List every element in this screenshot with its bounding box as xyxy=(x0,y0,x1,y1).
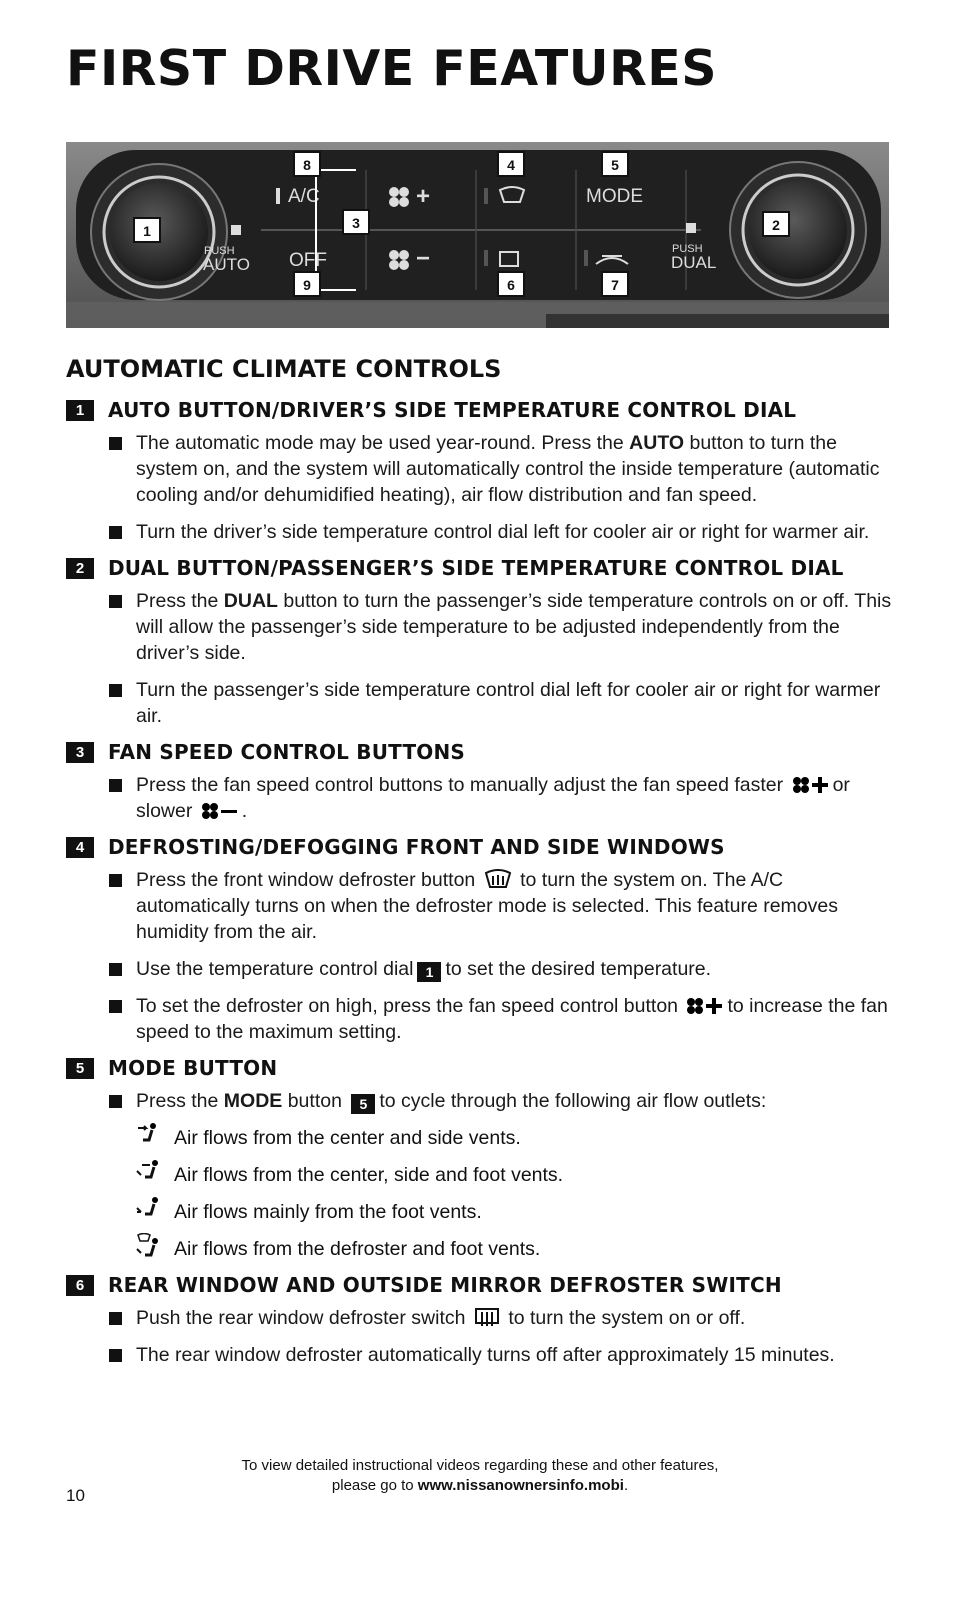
callout-1: 1 xyxy=(143,223,151,239)
section-4 xyxy=(66,835,896,1045)
bullet-item: Press the front window defroster button to turn the system on. The A/C automatically turns on when the defroster mode is selected. This feature removes humidity from the air. xyxy=(66,867,896,945)
callout-5: 5 xyxy=(611,157,619,173)
fan-minus-sign: − xyxy=(416,245,431,272)
section-number: 3 xyxy=(66,742,94,763)
callout-6: 6 xyxy=(507,277,515,293)
bullet-item: The rear window defroster automatically turns off after approximately 15 minutes. xyxy=(66,1342,896,1368)
footer-note: To view detailed instructional videos regarding these and other features, please go to www.nissanownersinfo.mobi. xyxy=(241,1457,719,1494)
section-heading: DUAL BUTTON/PASSENGER’S SIDE TEMPERATURE CONTROL DIAL xyxy=(108,556,844,580)
bullet-item: Press the fan speed control buttons to manually adjust the fan speed faster or slower . xyxy=(66,772,896,824)
bullet-item: Press the DUAL button to turn the passenger’s side temperature controls on or off. This will allow the passenger’s side temperature to be adjusted independently from the driver’s side. xyxy=(66,588,896,666)
ac-label: A/C xyxy=(288,186,320,207)
vent-mode-item: Air flows from the defroster and foot vents. xyxy=(66,1236,896,1262)
climate-control-panel-image xyxy=(66,142,889,328)
page-title: FIRST DRIVE FEATURES xyxy=(66,40,718,97)
section-number: 1 xyxy=(66,400,94,421)
bullet-item: Turn the driver’s side temperature control dial left for cooler air or right for warmer air. xyxy=(66,519,896,545)
vent-mode-item: Air flows from the center, side and foot vents. xyxy=(66,1162,896,1188)
callout-7: 7 xyxy=(611,277,619,293)
foot-vent-icon xyxy=(136,1196,162,1222)
section-1 xyxy=(66,398,896,545)
bullet-item: Push the rear window defroster switch to turn the system on or off. xyxy=(66,1305,896,1331)
section-heading: REAR WINDOW AND OUTSIDE MIRROR DEFROSTER SWITCH xyxy=(108,1273,782,1297)
inline-number: 1 xyxy=(417,962,441,982)
callout-2: 2 xyxy=(772,217,780,233)
fan-plus-sign: + xyxy=(416,183,431,210)
bullet-item: Use the temperature control dial 1 to set the desired temperature. xyxy=(66,956,896,982)
section-5 xyxy=(66,1056,896,1262)
section-number: 6 xyxy=(66,1275,94,1296)
bullet-item: To set the defroster on high, press the fan speed control button to increase the fan speed to the maximum setting. xyxy=(66,993,896,1045)
section-number: 4 xyxy=(66,837,94,858)
inline-number: 5 xyxy=(351,1094,375,1114)
face-foot-vent-icon xyxy=(136,1159,162,1185)
section-number: 5 xyxy=(66,1058,94,1079)
section-6 xyxy=(66,1273,896,1368)
footer-link[interactable]: www.nissanownersinfo.mobi xyxy=(417,1477,624,1494)
section-2 xyxy=(66,556,896,729)
off-label: OFF xyxy=(289,250,327,271)
page-number: 10 xyxy=(66,1486,85,1505)
rear-defrost-icon xyxy=(474,1307,500,1327)
content xyxy=(66,398,896,1379)
dual-label: DUAL xyxy=(671,253,717,272)
push-label-right: PUSH xyxy=(672,243,703,255)
callout-8: 8 xyxy=(303,157,311,173)
vent-mode-item: Air flows mainly from the foot vents. xyxy=(66,1199,896,1225)
section-heading: AUTO BUTTON/DRIVER’S SIDE TEMPERATURE CONTROL DIAL xyxy=(108,398,797,422)
vent-mode-item: Air flows from the center and side vents. xyxy=(66,1125,896,1151)
bullet-item: The automatic mode may be used year-round. Press the AUTO button to turn the system on, and the system will automatically control the inside temperature (automatic cooling and/or dehumidified heating), air flow distribution and fan speed. xyxy=(66,430,896,508)
callout-9: 9 xyxy=(303,277,311,293)
section-heading: FAN SPEED CONTROL BUTTONS xyxy=(108,740,466,764)
section-title: AUTOMATIC CLIMATE CONTROLS xyxy=(66,355,502,383)
bullet-item: Turn the passenger’s side temperature control dial left for cooler air or right for warmer air. xyxy=(66,677,896,729)
defrost-foot-vent-icon xyxy=(136,1233,162,1259)
section-heading: DEFROSTING/DEFOGGING FRONT AND SIDE WINDOWS xyxy=(108,835,725,859)
fan-minus-icon xyxy=(201,802,239,820)
front-defrost-icon xyxy=(484,869,512,889)
fan-plus-icon xyxy=(792,776,830,794)
section-3 xyxy=(66,740,896,824)
callout-4: 4 xyxy=(507,157,515,173)
bullet-item: Press the MODE button 5 to cycle through the following air flow outlets: xyxy=(66,1088,896,1114)
auto-label: AUTO xyxy=(203,255,250,274)
push-label-left: PUSH xyxy=(204,245,235,257)
section-heading: MODE BUTTON xyxy=(108,1056,278,1080)
section-number: 2 xyxy=(66,558,94,579)
callout-3: 3 xyxy=(352,215,360,231)
mode-label: MODE xyxy=(586,186,643,207)
face-vent-icon xyxy=(136,1122,162,1148)
fan-plus-icon xyxy=(686,997,724,1015)
